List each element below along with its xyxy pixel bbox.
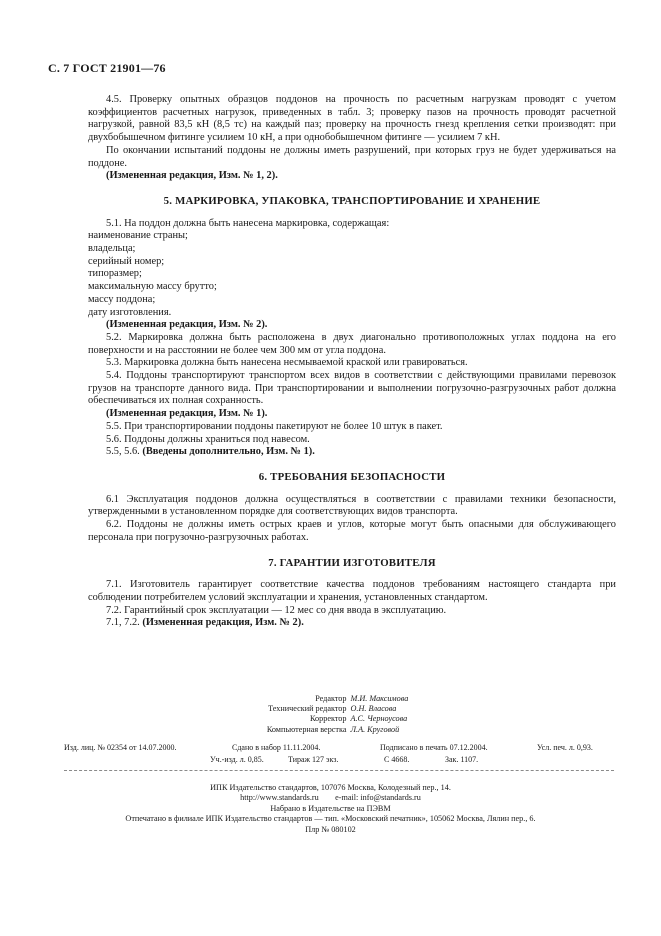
page-header: С. 7 ГОСТ 21901—76 xyxy=(48,61,166,75)
marking-item: наименование страны; xyxy=(88,230,188,242)
credit-role: Технический редактор xyxy=(268,704,347,714)
editorial-credits xyxy=(0,694,661,735)
marking-item: владельца; xyxy=(88,243,136,255)
clause-reference: 7.1, 7.2. xyxy=(106,617,140,629)
pub-order: Зак. 1107. xyxy=(445,755,479,764)
section-5-heading: 5. МАРКИРОВКА, УПАКОВКА, ТРАНСПОРТИРОВАНИЕ И ХРАНЕНИЕ xyxy=(163,194,541,207)
pub-typeset: Сдано в набор 11.11.2004. xyxy=(232,743,321,752)
section-6-heading: 6. ТРЕБОВАНИЯ БЕЗОПАСНОСТИ xyxy=(258,470,446,483)
marking-item: серийный номер; xyxy=(88,255,165,267)
credit-line xyxy=(0,714,661,724)
imprint-license: Плр № 080102 xyxy=(305,824,356,834)
pub-print-sheets: Усл. печ. л. 0,93. xyxy=(537,743,593,752)
imprint xyxy=(0,783,661,835)
document-body xyxy=(88,94,616,630)
paragraph-4-5-end: По окончании испытаний поддоны не должны иметь разрушений, при которых груз не будет удерживаться на поддоне. xyxy=(88,144,616,169)
imprint-email: e-mail: info@standards.ru xyxy=(335,793,421,803)
credit-name: М.И. Максимова xyxy=(350,694,409,703)
paragraph-5-1: 5.1. На поддон должна быть нанесена маркировка, содержащая: xyxy=(106,217,390,229)
imprint-printer: Отпечатано в филиале ИПК Издательство стандартов — тип. «Московский печатник», 105062 Москва, Лялин пер., 6. xyxy=(125,814,536,824)
pub-publisher-sheets: Уч.-изд. л. 0,85. xyxy=(210,755,264,764)
paragraph-6-2: 6.2. Поддоны не должны иметь острых краев и углов, которые могут быть опасными для обслуживающего персонала при погрузочно-разгрузочных работах. xyxy=(88,519,616,543)
paragraph-7-2: 7.2. Гарантийный срок эксплуатации — 12 мес со дня ввода в эксплуатацию. xyxy=(106,604,447,616)
marking-item: типоразмер; xyxy=(88,268,142,280)
credit-name: О.Н. Власова xyxy=(350,704,397,714)
imprint-contacts xyxy=(0,793,661,803)
pub-circulation: Тираж 127 экз. xyxy=(288,755,339,764)
divider xyxy=(64,770,614,771)
credit-line xyxy=(0,725,661,735)
credit-role: Редактор xyxy=(315,694,347,703)
amendment-note-5-5-5-6 xyxy=(88,446,616,459)
amendment-text: (Измененная редакция, Изм. № 2). xyxy=(142,617,304,629)
imprint-website: http://www.standards.ru xyxy=(240,793,319,803)
amendment-note-5-4: (Измененная редакция, Изм. № 1). xyxy=(106,408,268,420)
credit-name: А.С. Черноусова xyxy=(350,714,408,724)
paragraph-7-1: 7.1. Изготовитель гарантирует соответствие качества поддонов требованиям настоящего стандарта при соблюдении потребителем условий эксплуатации и хранения, установленных стандартом. xyxy=(88,579,616,603)
amendment-note-7-1-7-2 xyxy=(88,617,616,630)
amendment-text: (Введены дополнительно, Изм. № 1). xyxy=(142,446,315,458)
paragraph-6-1: 6.1 Эксплуатация поддонов должна осуществляться в соответствии с правилами техники безопасности, утвержденными в установленном порядке для соответствующих видов транспорта. xyxy=(88,493,616,518)
credit-role: Корректор xyxy=(310,714,347,724)
pub-signed: Подписано в печать 07.12.2004. xyxy=(380,743,488,752)
amendment-note-4-5: (Измененная редакция, Изм. № 1, 2). xyxy=(106,170,278,182)
marking-item: массу поддона; xyxy=(88,293,156,305)
paragraph-5-6: 5.6. Поддоны должны храниться под навесом. xyxy=(106,433,310,445)
pub-license: Изд. лиц. № 02354 от 14.07.2000. xyxy=(64,743,177,752)
pub-c-number: С 4668. xyxy=(384,755,410,764)
paragraph-5-5: 5.5. При транспортировании поддоны пакетируют не более 10 штук в пакет. xyxy=(106,420,443,432)
marking-item: дату изготовления. xyxy=(88,306,172,318)
imprint-typeset: Набрано в Издательстве на ПЭВМ xyxy=(270,803,391,813)
credit-name: Л.А. Круговой xyxy=(350,724,400,734)
paragraph-4-5: 4.5. Проверку опытных образцов поддонов на прочность по расчетным нагрузкам проводят с учетом коэффициентов расчетных нагрузок, приведенных в табл. 3; проверку пазов на прочность проводят расчетной нагрузкой, равной 83,5 кН (8,5 тс) на каждый паз; проверку на прочность гнезд крепления сетки производят: при двухбобышечном фитинге усилием 10 кН, а при однобобышечном фитинге — усилием 7 кН. xyxy=(88,94,616,144)
paragraph-5-3: 5.3. Маркировка должна быть нанесена несмываемой краской или гравироваться. xyxy=(106,357,468,369)
imprint-address: ИПК Издательство стандартов, 107076 Москва, Колодезный пер., 14. xyxy=(210,783,451,792)
amendment-note-5-1: (Измененная редакция, Изм. № 2). xyxy=(106,319,268,331)
marking-item: максимальную массу брутто; xyxy=(88,281,217,293)
clause-reference: 5.5, 5.6. xyxy=(106,446,140,458)
credit-line xyxy=(0,694,661,704)
credit-line xyxy=(0,704,661,714)
paragraph-5-2: 5.2. Маркировка должна быть расположена в двух диагонально противоположных углах поддона на его поверхности и на расстоянии не более чем 300 мм от угла поддона. xyxy=(88,331,616,356)
credit-role: Компьютерная верстка xyxy=(266,724,347,734)
paragraph-5-4: 5.4. Поддоны транспортируют транспортом всех видов в соответствии с действующими правилами перевозок грузов на транспорте данного вида. При транспортировании и выполнении погрузочно-разгрузочных работ должна обеспечиваться их полная сохранность. xyxy=(88,370,616,407)
section-7-heading: 7. ГАРАНТИИ ИЗГОТОВИТЕЛЯ xyxy=(268,556,436,569)
